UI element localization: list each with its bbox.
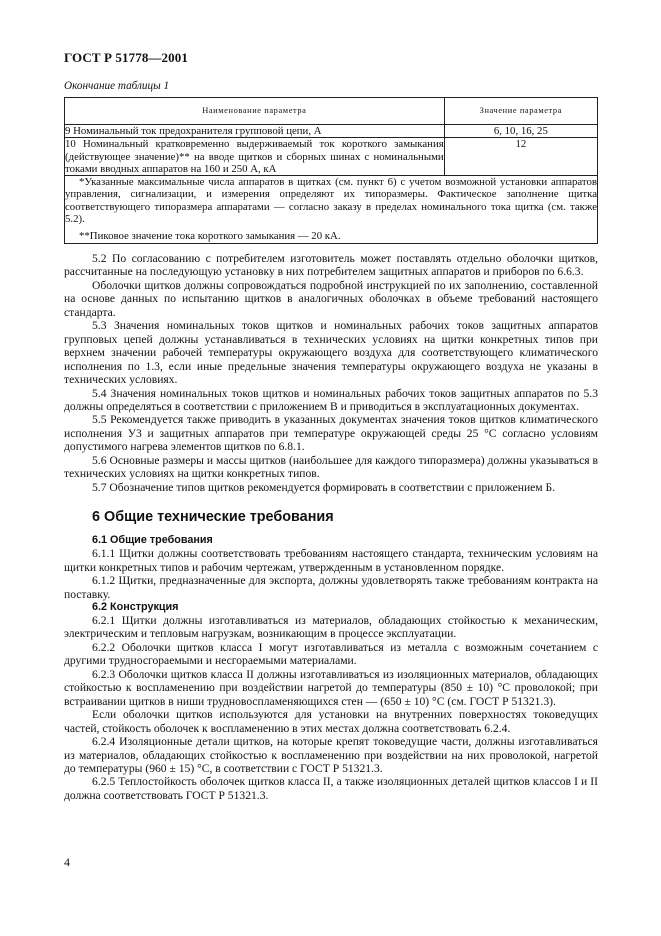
table-cell-name: 9 Номинальный ток предохранителя групповой цепи, А — [65, 125, 445, 138]
table-row — [65, 138, 598, 176]
table-row — [65, 125, 598, 138]
document-header: ГОСТ Р 51778—2001 — [64, 50, 188, 65]
page-number: 4 — [64, 855, 70, 869]
section-heading: 6 Общие технические требования — [92, 509, 334, 526]
paragraph: 5.3 Значения номинальных токов щитков и номинальных рабочих токов защитных аппаратов групповых цепей должны устанавливаться в технических условиях на щитки конкретных типов при верхнем значении рабочей температуры окружающего воздуха для соответствующего климатического исполнения по 1.3, если иные предельные значения температуры окружающего воздуха не указаны в технических условиях. — [64, 319, 598, 387]
paragraph: 6.2.5 Теплостойкость оболочек щитков класса II, а также изоляционных деталей щитков классов I и II должна соответствовать ГОСТ Р 51321.3. — [64, 775, 598, 802]
subsection-heading: 6.2 Конструкция — [92, 600, 179, 613]
table-cell-value: 12 — [444, 138, 597, 176]
paragraph: 6.2.1 Щитки должны изготавливаться из материалов, обладающих стойкостью к механическим, электрическим и тепловым нагрузкам, возникающим в процессе эксплуатации. — [64, 613, 598, 641]
table-notes-row — [65, 176, 598, 243]
paragraph: 6.2.4 Изоляционные детали щитков, на которые крепят токоведущие части, должны изготавливаться из материалов, обладающих стойкостью к воспламенению при воздействии на них проволокой, нагретой до температуры (960 ± 15) °С, в соответствии с ГОСТ Р 51321.3. — [64, 735, 598, 775]
paragraph: 5.5 Рекомендуется также приводить в указанных документах значения токов щитков климатического исполнения У3 и защитных аппаратов при температуре окружающей среды 25 °С согласно условиям допустимого нагрева элементов щитков по 6.8.1. — [64, 413, 598, 454]
table-footnote: *Указанные максимальные числа аппаратов в щитках (см. пункт 6) с учетом возможной установки аппаратов управления, сигнализации, и измерения определяют их типоразмеры. Фактическое заполнение щитка соответствующего типоразмера аппаратами — согласно заказу в пределах номинального тока щитка (см. также 5.2). — [65, 176, 597, 226]
paragraph: 5.6 Основные размеры и массы щитков (наибольшее для каждого типоразмера) должны указываться в технических условиях на щитки конкретных типов. — [64, 453, 598, 481]
paragraph: Если оболочки щитков используются для установки на внутренних поверхностях токоведущих частей, стойкость оболочек к воспламенению в этих местах должна соответствовать 6.2.4. — [64, 708, 598, 735]
parameters-table — [64, 97, 598, 244]
table-cell-value: 6, 10, 16, 25 — [444, 125, 597, 138]
table-caption: Окончание таблицы 1 — [64, 80, 170, 92]
paragraph: 5.7 Обозначение типов щитков рекомендуется формировать в соответствии с приложением Б. — [92, 480, 556, 494]
paragraph: 6.1.2 Щитки, предназначенные для экспорта, должны удовлетворять также требованиям контракта на поставку. — [64, 574, 598, 601]
paragraph: 6.2.3 Оболочки щитков класса II должны изготавливаться из изоляционных материалов, обладающих стойкостью к воспламенению при воздействии нагретой до температуры (850 ± 10) °С проволокой; при встраивании щитков в ниши трудновоспламеняющихся стен — (650 ± 10) °С (см. ГОСТ Р 51321.3). — [64, 667, 598, 708]
column-header: Значение параметра — [444, 98, 597, 125]
paragraph: 6.1.1 Щитки должны соответствовать требованиям настоящего стандарта, техническим условиям на щитки конкретных типов и рабочим чертежам, утвержденным в установленном порядке. — [64, 547, 598, 574]
table-header-row — [65, 98, 598, 125]
paragraph: 5.4 Значения номинальных токов щитков и номинальных рабочих токов защитных аппаратов по 5.3 должны определяться в соответствии с приложением В и приводиться в эксплуатационных документах. — [64, 386, 598, 413]
paragraph: 5.2 По согласованию с потребителем изготовитель может поставлять отдельно оболочки щитков, рассчитанные на последующую установку в них потребителем защитных аппаратов и приборов по 6.6.3. — [64, 252, 598, 279]
table-notes — [65, 176, 598, 243]
body-text — [64, 252, 598, 802]
table-footnote: **Пиковое значение тока короткого замыкания — 20 кА. — [79, 230, 341, 243]
subsection-heading: 6.1 Общие требования — [92, 534, 213, 547]
column-header: Наименование параметра — [65, 98, 445, 125]
table-cell-name: 10 Номинальный кратковременно выдерживаемый ток короткого замыкания (действующее значение)** на вводе щитков и сборных шинах с номинальными токами вводных аппаратов на 160 и 250 А, кА — [65, 138, 444, 175]
paragraph: Оболочки щитков должны сопровождаться подробной инструкцией по их заполнению, составленной на основе данных по испытанию щитков в аналогичных оболочках в объеме требований настоящего стандарта. — [64, 278, 598, 319]
paragraph: 6.2.2 Оболочки щитков класса I могут изготавливаться из металла с возможным сочетанием с другими трудносгораемыми и несгораемыми материалами. — [64, 640, 598, 668]
